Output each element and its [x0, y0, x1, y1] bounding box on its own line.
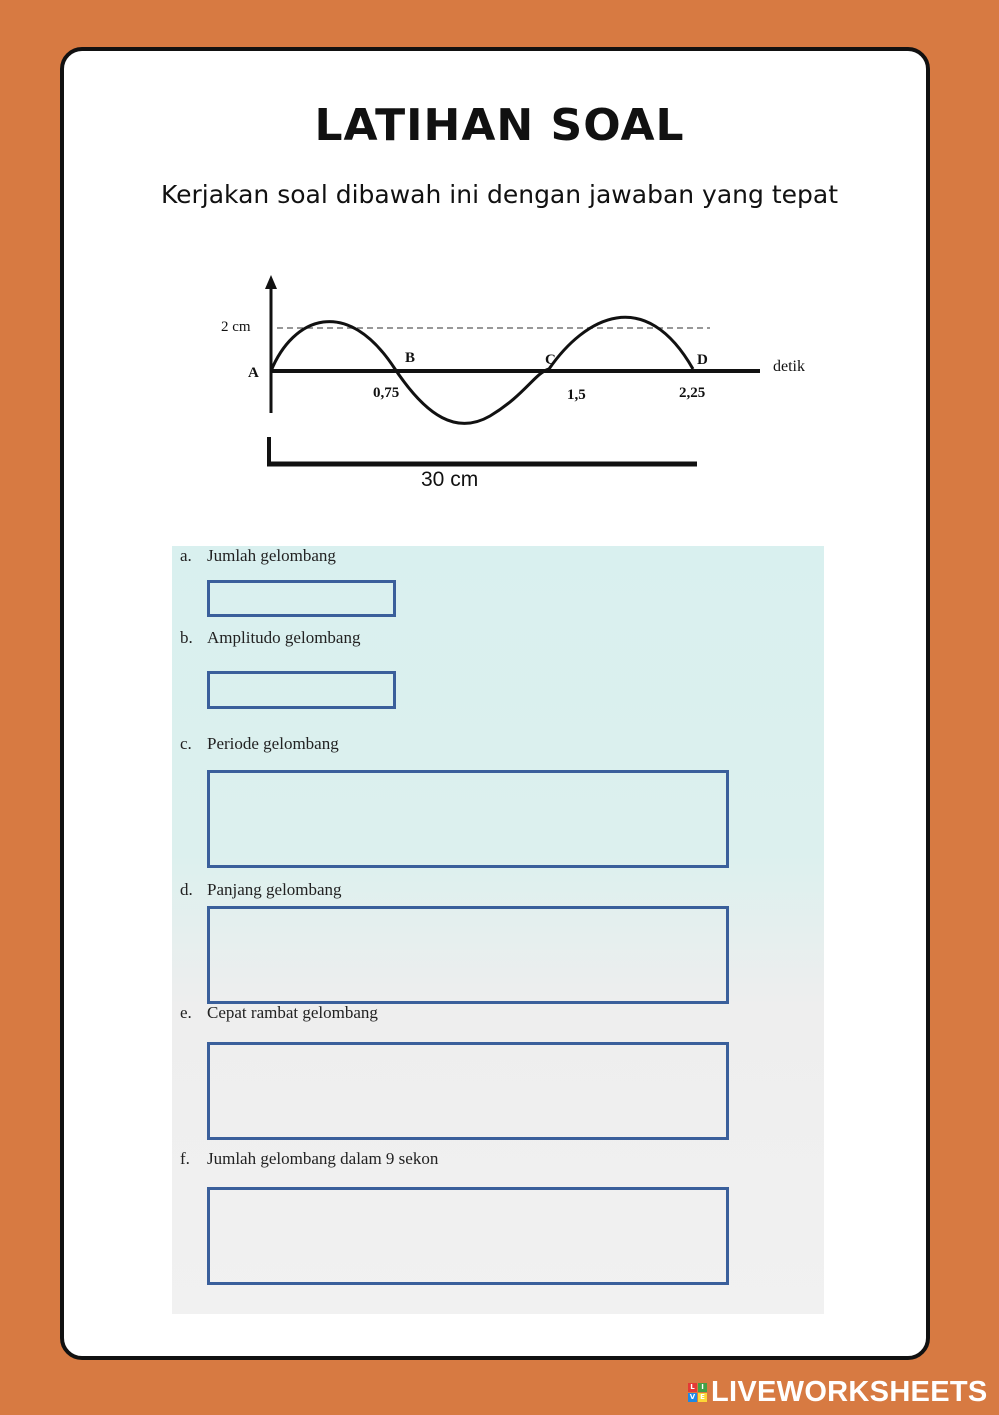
question-letter: a.	[180, 546, 192, 565]
question-b	[180, 628, 360, 648]
brand-icon-cell: E	[698, 1393, 707, 1402]
brand-icon-cell: I	[698, 1383, 707, 1392]
question-c	[180, 734, 339, 754]
point-c-label: C	[545, 352, 556, 368]
question-letter: e.	[180, 1003, 192, 1022]
answer-box-f[interactable]	[207, 1187, 729, 1285]
question-letter: f.	[180, 1149, 190, 1168]
question-text: Cepat rambat gelombang	[207, 1003, 378, 1022]
tick-label-2: 1,5	[567, 387, 586, 403]
question-e	[180, 1003, 378, 1023]
answer-box-c[interactable]	[207, 770, 729, 868]
point-d-label: D	[697, 352, 708, 368]
amplitude-label: 2 cm	[221, 319, 251, 335]
question-text: Amplitudo gelombang	[207, 628, 361, 647]
page-title: LATIHAN SOAL	[314, 100, 685, 151]
question-letter: d.	[180, 880, 193, 899]
question-d	[180, 880, 342, 900]
answer-box-b[interactable]	[207, 671, 396, 709]
answer-box-d[interactable]	[207, 906, 729, 1004]
tick-label-1: 0,75	[373, 385, 400, 401]
liveworksheets-icon	[688, 1383, 707, 1402]
axis-label: detik	[773, 358, 805, 375]
question-letter: c.	[180, 734, 192, 753]
liveworksheets-logo[interactable]	[688, 1373, 988, 1411]
tick-label-3: 2,25	[679, 385, 706, 401]
brand-name: LIVEWORKSHEETS	[711, 1375, 988, 1408]
question-text: Jumlah gelombang dalam 9 sekon	[207, 1149, 439, 1168]
point-a-label: A	[248, 365, 259, 381]
question-text: Panjang gelombang	[207, 880, 342, 899]
brand-icon-cell: V	[689, 1392, 696, 1401]
question-letter: b.	[180, 628, 193, 647]
answer-box-e[interactable]	[207, 1042, 729, 1140]
question-a	[180, 546, 336, 566]
length-label: 30 cm	[421, 468, 479, 491]
brand-icon-cell: L	[688, 1383, 697, 1392]
question-text: Periode gelombang	[207, 734, 339, 753]
question-f	[180, 1149, 438, 1169]
answer-box-a[interactable]	[207, 580, 396, 617]
point-b-label: B	[405, 350, 416, 366]
question-text: Jumlah gelombang	[207, 546, 336, 565]
wave-diagram	[205, 265, 830, 500]
page-subtitle: Kerjakan soal dibawah ini dengan jawaban yang tepat	[160, 180, 839, 209]
